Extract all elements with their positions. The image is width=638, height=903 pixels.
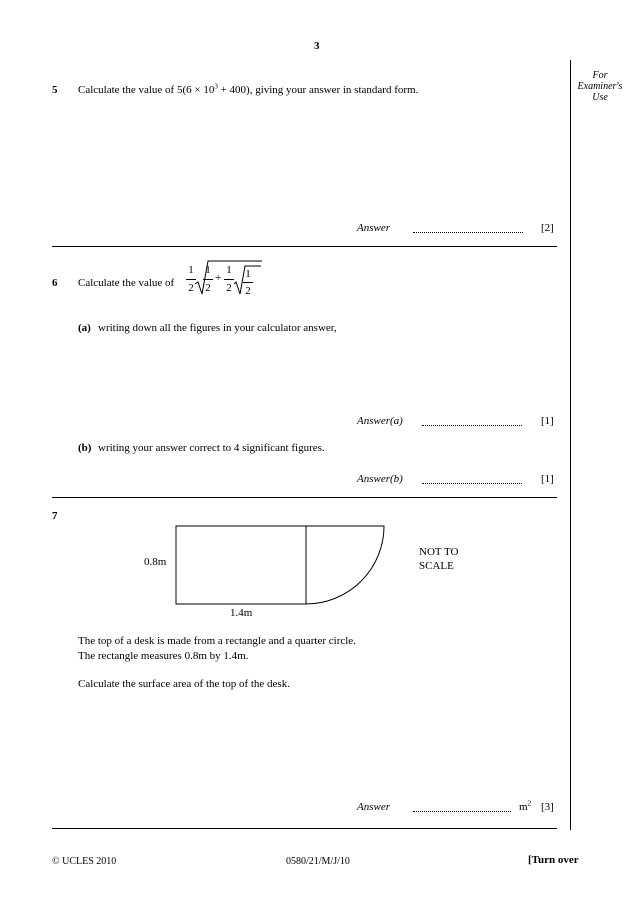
innermost-numerator: 1 <box>245 268 251 280</box>
examiner-margin-note <box>572 70 628 103</box>
q7-line-2: The rectangle measures 0.8m by 1.4m. <box>78 650 249 662</box>
margin-line-2: Examiner's <box>577 81 623 92</box>
q6-number: 6 <box>52 277 58 289</box>
footer-turn-over: [Turn over <box>528 854 579 866</box>
outer-numerator: 1 <box>188 264 194 276</box>
desk-diagram <box>170 520 390 610</box>
margin-line-1: For <box>592 70 608 81</box>
diagram-height-label: 0.8m <box>144 556 167 568</box>
not-to-text: NOT TO <box>419 546 459 558</box>
inner-numerator-1: 1 <box>205 264 211 276</box>
q5-marks: [2] <box>541 222 554 234</box>
q6a-marks: [1] <box>541 415 554 427</box>
inner-denominator-2: 2 <box>226 282 232 294</box>
q7-line-1: The top of a desk is made from a rectangle and a quarter circle. <box>78 635 356 647</box>
q6a-text: writing down all the figures in your calculator answer, <box>98 322 337 334</box>
diagram-width-label: 1.4m <box>230 607 253 619</box>
inner-numerator-2: 1 <box>226 264 232 276</box>
q5-number: 5 <box>52 84 58 96</box>
q7-separator <box>52 828 557 829</box>
not-to-scale-note <box>419 545 458 573</box>
innermost-denominator: 2 <box>245 285 251 297</box>
q6a-answer-line[interactable] <box>422 425 522 426</box>
q6b-marks: [1] <box>541 473 554 485</box>
q6b-text: writing your answer correct to 4 significant figures. <box>98 442 325 454</box>
q7-line-3: Calculate the surface area of the top of the desk. <box>78 678 290 690</box>
outer-denominator: 2 <box>188 282 194 294</box>
q6b-answer-label: Answer(b) <box>357 473 403 485</box>
scale-text: SCALE <box>419 560 454 572</box>
q5-text-a: Calculate the value of 5(6 × 10 <box>78 84 215 96</box>
q7-unit-text: m <box>519 801 528 813</box>
inner-denominator-1: 2 <box>205 282 211 294</box>
q7-number: 7 <box>52 510 58 522</box>
margin-line-3: Use <box>592 92 608 103</box>
inner-fraction-bar-1 <box>203 279 213 280</box>
q7-answer-label: Answer <box>357 801 390 813</box>
q6b-answer-line[interactable] <box>422 483 522 484</box>
desk-rectangle <box>176 526 306 604</box>
plus-sign: + <box>215 272 222 284</box>
desk-quarter-circle <box>306 526 384 604</box>
q5-separator <box>52 246 557 247</box>
q6a-answer-label: Answer(a) <box>357 415 403 427</box>
q6b-label: (b) <box>78 442 92 454</box>
q7-unit <box>519 801 531 813</box>
q6a-label: (a) <box>78 322 91 334</box>
q5-answer-label: Answer <box>357 222 390 234</box>
q5-exponent: 3 <box>214 82 218 91</box>
footer-copyright: © UCLES 2010 <box>52 856 117 867</box>
innermost-fraction-bar <box>243 282 253 283</box>
q6-question-text: Calculate the value of <box>78 277 175 289</box>
page-number: 3 <box>314 40 320 52</box>
q5-text-b: + 400), giving your answer in standard form. <box>217 84 419 96</box>
q7-marks: [3] <box>541 801 554 813</box>
q7-unit-exponent: 2 <box>527 799 532 808</box>
footer-paper-code: 0580/21/M/J/10 <box>286 856 350 867</box>
q7-answer-line[interactable] <box>413 811 511 812</box>
q7-question-text <box>78 634 356 664</box>
examiner-margin-line <box>570 60 571 830</box>
q5-answer-line[interactable] <box>413 232 523 233</box>
q5-question-text <box>78 84 418 96</box>
q6-separator <box>52 497 557 498</box>
